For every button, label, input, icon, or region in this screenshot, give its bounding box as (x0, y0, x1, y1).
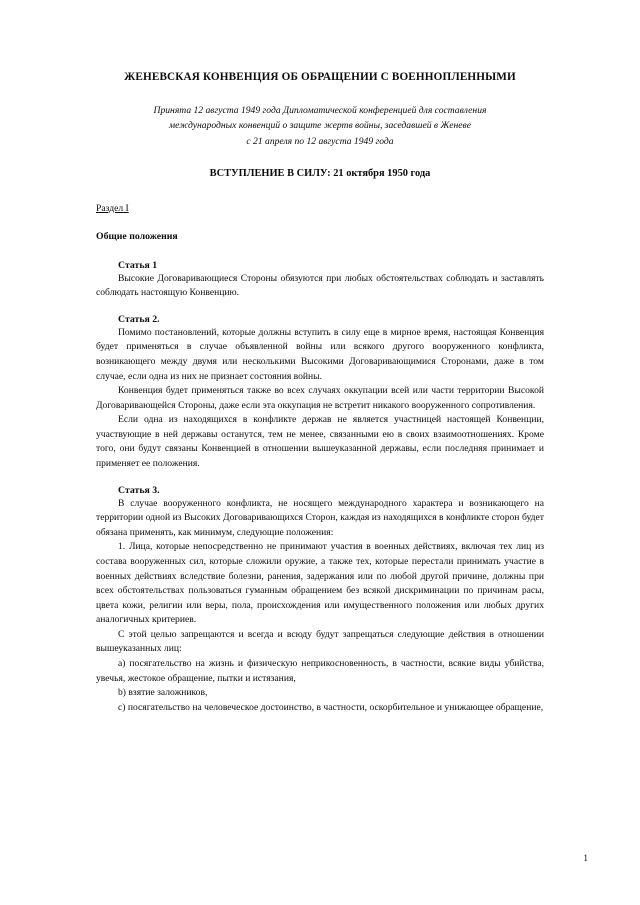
article-2-paragraph-3: Если одна из находящихся в конфликте держав не является участницей настоящей Конвенции, участвующие в ней державы останутся, тем не менее, связанными ею в своих взаимоотношениях. Кроме того, они будут связаны Конвенцией в отношении вышеуказанной державы, если последняя принимает и применяет ее положения. (96, 414, 544, 470)
page-number: 1 (583, 852, 588, 863)
section-heading: Общие положения (96, 230, 178, 242)
article-3-item-c: c) посягательство на человеческое достоинство, в частности, оскорбительное и унижающее обращение, (118, 701, 544, 713)
article-3-item-1: 1. Лица, которые непосредственно не принимают участия в военных действиях, включая тех лиц из состава вооруженных сил, которые сложили оружие, а также тех, которые перестали принимать участие в военных действиях вследствие болезни, ранения, задержания или по любой другой причине, должны при всех обстоятельствах пользоваться гуманным обращением без всякой дискриминации по причинам расы, цвета кожи, религии или веры, пола, происхождения или имущественного положения или любых других аналогичных критериев. (96, 541, 544, 626)
effective-date-heading: ВСТУПЛЕНИЕ В СИЛУ: 21 октября 1950 года (209, 168, 431, 180)
spacer (96, 472, 544, 485)
document-content (96, 70, 544, 715)
article-2-paragraph-1: Помимо постановлений, которые должны вступить в силу еще в мирное время, настоящая Конвенция будет применяться в случае объявленной войны или всякого другого вооруженного конфликта, возникающего между двумя или несколькими Высокими Договаривающимися Сторонами, даже в том случае, если одна из них не признает состояния войны. (96, 326, 544, 382)
article-3-paragraph-1: В случае вооруженного конфликта, не носящего международного характера и возникающего на территории одной из Высоких Договаривающихся Сторон, каждая из находящихся в конфликте сторон будет обязана применять, как минимум, следующие положения: (96, 497, 544, 538)
subtitle-line-2: международных конвенций о защите жертв войны, заседавшей в Женеве (168, 120, 471, 132)
article-3-item-b: b) взятие заложников, (118, 687, 208, 699)
article-3-item-a: a) посягательство на жизнь и физическую неприкосновенность, в частности, всякие виды убийства, увечья, жестокое обращение, пытки и истязания, (96, 657, 544, 684)
article-1-paragraph-1: Высокие Договаривающиеся Стороны обязуются при любых обстоятельствах соблюдать и заставлять соблюдать настоящую Конвенцию. (96, 272, 544, 299)
spacer (96, 301, 544, 314)
article-3-heading: Статья 3. (118, 484, 160, 496)
document-subtitle (96, 103, 544, 150)
article-1-heading: Статья 1 (118, 259, 158, 271)
subtitle-line-1: Принята 12 августа 1949 года Дипломатической конференцией для составления (153, 104, 487, 116)
document-title: ЖЕНЕВСКАЯ КОНВЕНЦИЯ ОБ ОБРАЩЕНИИ С ВОЕННОПЛЕННЫМИ (124, 71, 516, 83)
section-label: Раздел I (96, 202, 129, 214)
article-2-heading: Статья 2. (118, 313, 160, 325)
subtitle-line-3: с 21 апреля по 12 августа 1949 года (246, 135, 394, 147)
article-2-paragraph-2: Конвенция будет применяться также во всех случаях оккупации всей или части территории Высокой Договаривающейся Стороны, даже если эта оккупация не встретит никакого вооруженного сопротивления. (96, 385, 544, 411)
article-3-prohibition-intro: С этой целью запрещаются и всегда и всюду будут запрещаться следующие действия в отношении вышеуказанных лиц: (96, 628, 544, 655)
